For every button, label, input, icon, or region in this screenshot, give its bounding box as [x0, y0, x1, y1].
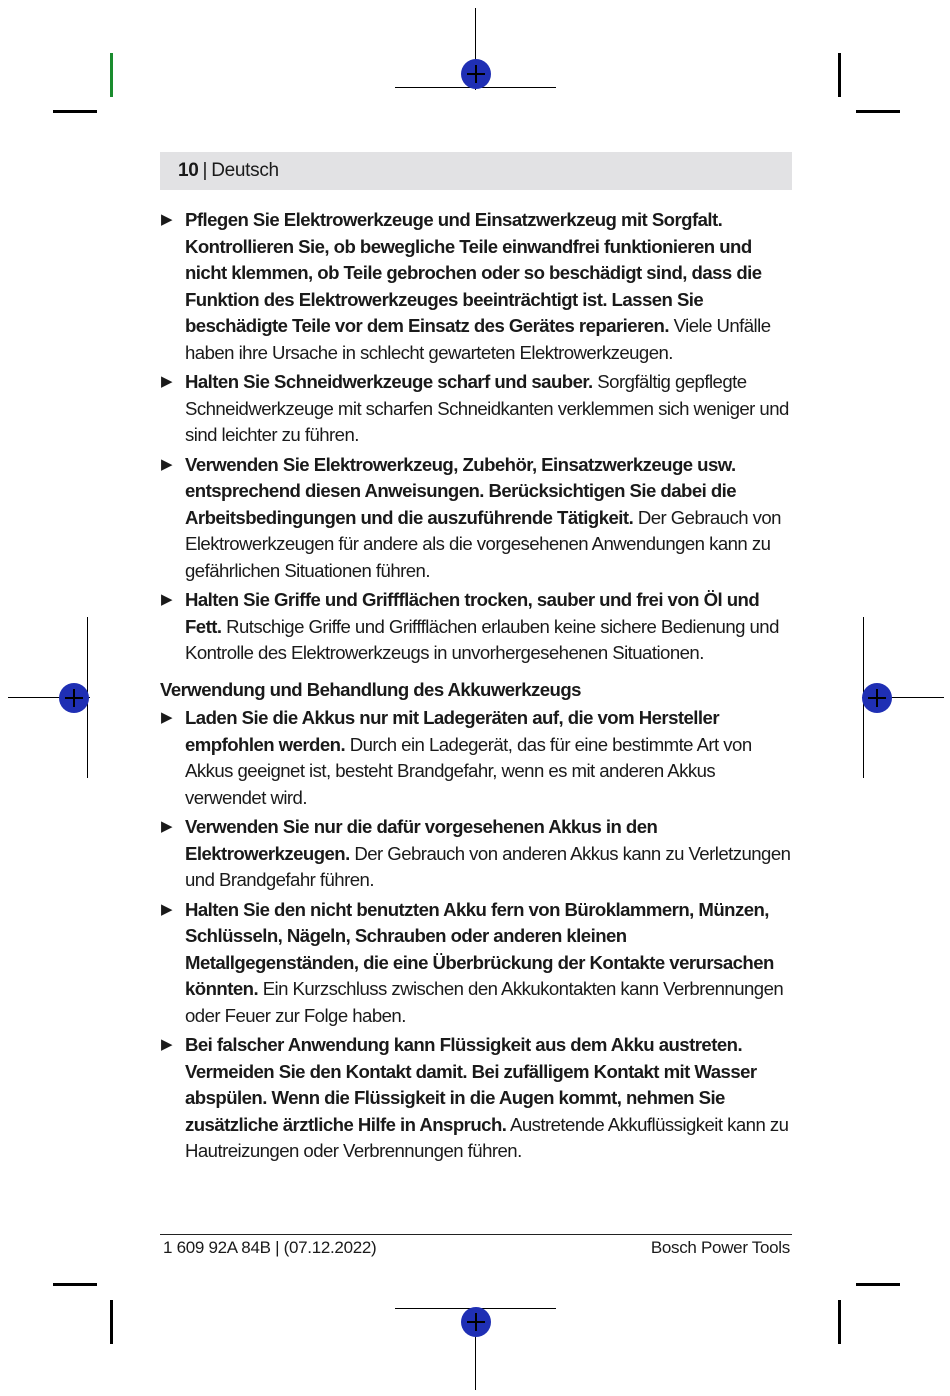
- crop-mark-top-right-vertical: [838, 53, 841, 97]
- page-number: 10: [178, 160, 199, 181]
- page-language: Deutsch: [211, 160, 279, 181]
- bullet-arrow-icon: ▶: [161, 591, 172, 608]
- list-item: [160, 369, 792, 449]
- crop-mark-bottom-left-horizontal: [53, 1283, 97, 1286]
- instruction-bold: Verwenden Sie Elektrowerkzeug, Zubehör, Einsatzwerkzeuge usw. entsprechend diesen Anweisungen. Berücksichtigen Sie dabei die Arbeitsbedingungen und die auszuführende Tätigkeit.: [185, 453, 737, 528]
- crop-mark-bottom-right-vertical: [838, 1300, 841, 1344]
- crop-mark-top-left-vertical: [110, 53, 113, 97]
- registration-target-icon-bottom: [461, 1307, 491, 1337]
- bullet-arrow-icon: ▶: [161, 709, 172, 726]
- registration-target-icon-right: [862, 683, 892, 713]
- bullet-arrow-icon: ▶: [161, 1036, 172, 1053]
- crop-mark-bottom-right-horizontal: [856, 1283, 900, 1286]
- page-content: [160, 207, 792, 1168]
- safety-list-general: [160, 207, 792, 667]
- instruction-explanation: Austretende Akkuflüssigkeit kann zu Hautreizungen oder Verbrennungen führen.: [185, 1113, 789, 1161]
- page-header-bar: [160, 152, 792, 190]
- list-item: [160, 452, 792, 585]
- list-item: [160, 705, 792, 811]
- instruction-bold: Bei falscher Anwendung kann Flüssigkeit aus dem Akku austreten. Vermeiden Sie den Kontakt damit. Bei zufälligem Kontakt mit Wasser abspülen. Wenn die Flüssigkeit in die Augen kommt, nehmen Sie zusätzliche ärztliche Hilfe in Anspruch.: [185, 1034, 757, 1135]
- instruction-bold: Laden Sie die Akkus nur mit Ladegeräten auf, die vom Hersteller empfohlen werden.: [185, 707, 720, 755]
- bullet-arrow-icon: ▶: [161, 373, 172, 390]
- list-item: [160, 587, 792, 667]
- crop-mark-bottom-left-vertical: [110, 1300, 113, 1344]
- list-item: [160, 814, 792, 894]
- registration-target-icon-left: [59, 683, 89, 713]
- section-heading: Verwendung und Behandlung des Akkuwerkzeugs: [160, 678, 581, 700]
- bullet-arrow-icon: ▶: [161, 455, 172, 473]
- bullet-arrow-icon: ▶: [161, 900, 172, 918]
- list-item: [160, 897, 792, 1030]
- list-item: [160, 207, 792, 366]
- footer-rule: [160, 1234, 792, 1235]
- instruction-bold: Pflegen Sie Elektrowerkzeuge und Einsatzwerkzeug mit Sorgfalt. Kontrollieren Sie, ob bewegliche Teile einwandfrei funktionieren und nicht klemmen, ob Teile gebrochen oder so beschädigt sind, dass die Funktion des Elektrowerkzeuges beeinträchtigt ist. Lassen Sie beschädigte Teile vor dem Einsatz des Gerätes reparieren.: [185, 209, 762, 336]
- instruction-bold: Halten Sie Schneidwerkzeuge scharf und sauber.: [185, 371, 593, 392]
- instruction-explanation: Viele Unfälle haben ihre Ursache in schlecht gewarteten Elektrowerkzeugen.: [185, 315, 771, 363]
- instruction-bold: Halten Sie den nicht benutzten Akku fern von Büroklammern, Münzen, Schlüsseln, Nägeln, Schrauben oder anderen kleinen Metallgegenständen, die eine Überbrückung der Kontakte verursachen könnten.: [185, 898, 774, 999]
- instruction-explanation: Der Gebrauch von anderen Akkus kann zu Verletzungen und Brandgefahr führen.: [185, 842, 791, 890]
- page-header-text: [178, 160, 279, 182]
- footer-brand: Bosch Power Tools: [650, 1238, 790, 1257]
- crop-mark-top-left-horizontal: [53, 110, 97, 113]
- crop-mark-top-right-horizontal: [856, 110, 900, 113]
- list-item: [160, 1032, 792, 1165]
- registration-target-icon-top: [461, 59, 491, 89]
- instruction-explanation: Durch ein Ladegerät, das für eine bestimmte Art von Akkus geeignet ist, besteht Brandgefahr, wenn es mit anderen Akkus verwendet wird.: [185, 733, 752, 808]
- safety-list-battery: [160, 705, 792, 1165]
- footer-document-number: 1 609 92A 84B | (07.12.2022): [163, 1238, 377, 1257]
- header-separator: |: [202, 160, 208, 181]
- instruction-explanation: Ein Kurzschluss zwischen den Akkukontakten kann Verbrennungen oder Feuer zur Folge haben.: [185, 978, 784, 1026]
- instruction-explanation: Der Gebrauch von Elektrowerkzeugen für andere als die vorgesehenen Anwendungen kann zu gefährlichen Situationen führen.: [185, 506, 781, 581]
- bullet-arrow-icon: ▶: [161, 211, 172, 228]
- instruction-bold: Halten Sie Griffe und Griffflächen trocken, sauber und frei von Öl und Fett.: [185, 589, 760, 637]
- instruction-explanation: Sorgfältig gepflegte Schneidwerkzeuge mit scharfen Schneidkanten verklemmen sich weniger und sind leichter zu führen.: [185, 371, 789, 445]
- instruction-explanation: Rutschige Griffe und Griffflächen erlauben keine sichere Bedienung und Kontrolle des Elektrowerkzeugs in unvorhergesehenen Situationen.: [185, 615, 779, 663]
- bullet-arrow-icon: ▶: [161, 818, 172, 835]
- instruction-bold: Verwenden Sie nur die dafür vorgesehenen Akkus in den Elektrowerkzeugen.: [185, 816, 658, 864]
